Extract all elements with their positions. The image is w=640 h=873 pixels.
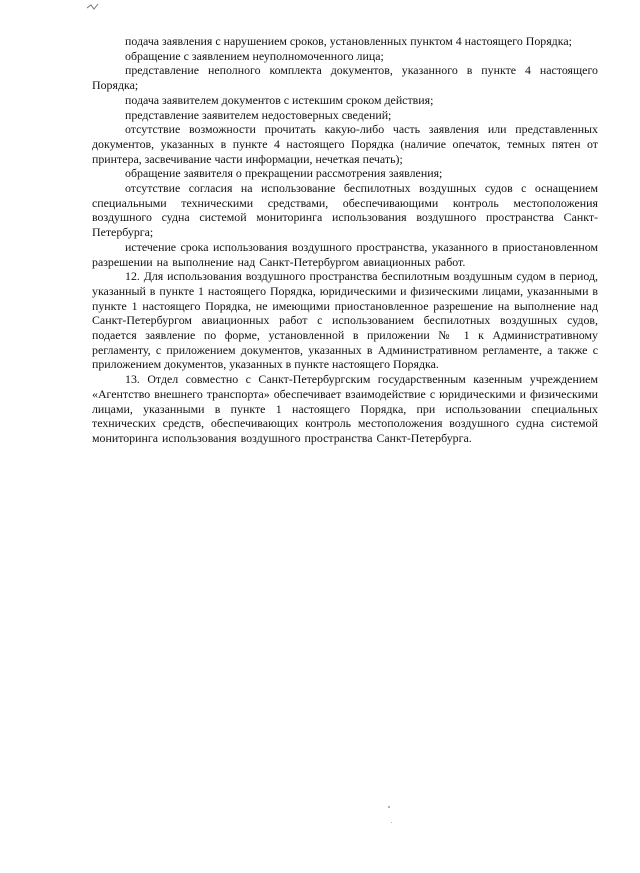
paragraph: подача заявления с нарушением сроков, установленных пунктом 4 настоящего Порядка; xyxy=(125,34,572,48)
paragraph: обращение заявителя о прекращении рассмотрения заявления; xyxy=(125,166,443,181)
paragraph: истечение срока использования воздушного пространства, указанного в приостановленном разрешении на выполнение над Санкт-Петербургом авиационных работ. xyxy=(92,239,598,269)
paragraph: подача заявителем документов с истекшим сроком действия; xyxy=(125,92,434,107)
scan-dust-speck xyxy=(388,806,390,808)
paragraph: представление заявителем недостоверных сведений; xyxy=(125,107,392,122)
paragraph-item-13: 13. Отдел совместно с Санкт-Петербургским государственным казенным учреждением «Агентство внешнего транспорта» обеспечивает взаимодействие с юридическими и физическими лицами, указанными в пункте 1 настоящего Порядка, при использовании специальных технических средств, обеспечивающих контроль местоположения воздушного судна системой мониторинга использования воздушного пространства Санкт-Петербурга. xyxy=(92,372,598,445)
scan-dust-speck xyxy=(391,822,392,823)
paragraph: отсутствие возможности прочитать какую-либо часть заявления или представленных документов, указанных в пункте 4 настоящего Порядка (наличие опечаток, темных пятен от принтера, засвечивание части информации, нечеткая печать); xyxy=(92,122,598,166)
paragraph: представление неполного комплекта документов, указанного в пункте 4 настоящего Порядка; xyxy=(92,63,598,93)
scan-artifact-mark xyxy=(86,2,100,12)
paragraph-item-12: 12. Для использования воздушного пространства беспилотным воздушным судом в период, указанный в пункте 1 настоящего Порядка, юридическими и физическими лицами, указанными в пункте 1 настоящего Порядка, не имеющими приостановленное разрешение на выполнение над Санкт-Петербургом авиационных работ с использованием беспилотных воздушных судов, подается заявление по форме, установленной в приложении № 1 к Административному регламенту, с приложением документов, указанных в Административном регламенте, а также с приложением документов, указанных в пункте настоящего Порядка. xyxy=(92,269,598,372)
document-page xyxy=(92,34,598,446)
paragraph: обращение с заявлением неуполномоченного лица; xyxy=(125,48,384,63)
paragraph: отсутствие согласия на использование беспилотных воздушных судов с оснащением специальными техническими средствами, обеспечивающими контроль местоположения воздушного судна системой мониторинга использования воздушного пространства Санкт-Петербурга; xyxy=(92,181,598,240)
